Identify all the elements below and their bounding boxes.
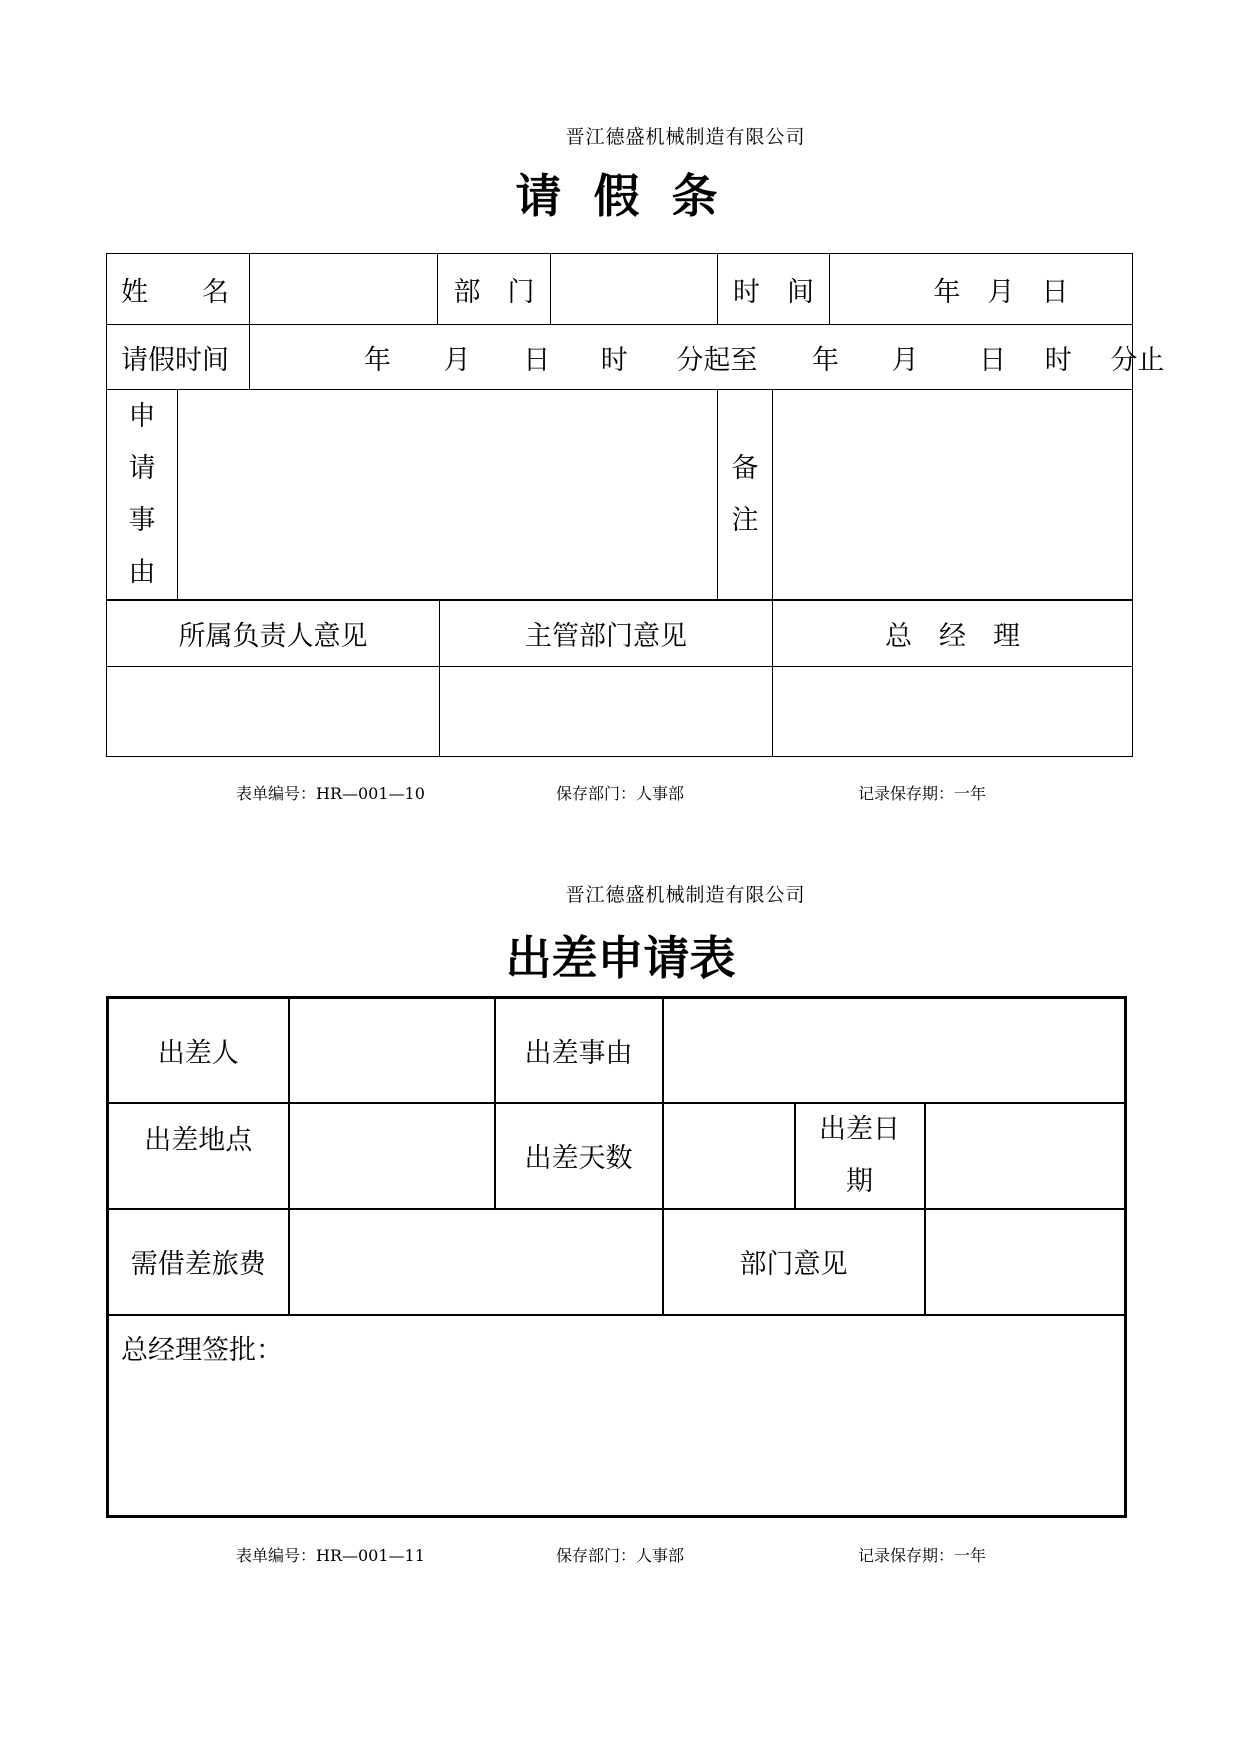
dept-opinion-label: 部门意见 (663, 1209, 925, 1315)
end-year-unit: 年 (811, 344, 839, 376)
location-field[interactable] (289, 1103, 495, 1209)
end-day-unit: 日 (979, 344, 1007, 376)
location-label: 出差地点 (108, 1103, 289, 1209)
end-hour-unit: 时 (1044, 344, 1072, 376)
days-label: 出差天数 (495, 1103, 663, 1209)
start-hour-unit: 时 (600, 344, 628, 376)
expense-label: 需借差旅费 (108, 1209, 289, 1315)
leave-company-name: 晋江德盛机械制造有限公司 (565, 126, 806, 148)
gm-approval-label: 总经理签批： (121, 1334, 283, 1366)
date-field[interactable]: 年 月 日 (830, 254, 1133, 325)
general-manager-field[interactable] (773, 667, 1133, 757)
time-label: 时 间 (718, 254, 830, 325)
reason-label: 申 请 事 由 (107, 390, 178, 600)
department-label: 部 门 (438, 254, 551, 325)
start-day-unit: 日 (523, 344, 551, 376)
trip-form-keeper: 保存部门：人事部 (556, 1546, 685, 1565)
dept-manager-opinion-field[interactable] (440, 667, 773, 757)
dept-manager-opinion-label: 主管部门意见 (440, 601, 773, 667)
trip-date-field[interactable] (925, 1103, 1126, 1209)
trip-reason-label: 出差事由 (495, 998, 663, 1103)
end-month-unit: 月 (891, 344, 919, 376)
trip-form-title: 出差申请表 (505, 931, 736, 985)
leave-period-field[interactable] (250, 325, 1165, 390)
leave-form-table (106, 253, 1165, 600)
remarks-label: 备 注 (718, 390, 773, 600)
general-manager-label: 总 经 理 (773, 601, 1133, 667)
remarks-field[interactable] (773, 390, 1133, 600)
trip-date-label: 出差日 期 (795, 1103, 925, 1209)
start-year-unit: 年 (364, 344, 391, 376)
name-label: 姓 名 (107, 254, 250, 325)
end-minute-unit: 分止 (1110, 344, 1165, 376)
leave-time-label: 请假时间 (107, 325, 250, 390)
leave-form-title: 请 假 条 (515, 169, 726, 223)
gm-approval-field[interactable] (108, 1315, 1126, 1517)
leave-approval-table (106, 600, 1133, 757)
trip-form-table (106, 996, 1127, 1518)
trip-form-retention: 记录保存期：一年 (858, 1546, 987, 1565)
trip-form-number: 表单编号：HR—001—11 (236, 1546, 425, 1565)
expense-field[interactable] (289, 1209, 663, 1315)
leave-form-retention: 记录保存期：一年 (858, 784, 987, 803)
days-field[interactable] (663, 1103, 795, 1209)
traveler-field[interactable] (289, 998, 495, 1103)
trip-reason-field[interactable] (663, 998, 1126, 1103)
dept-opinion-field[interactable] (925, 1209, 1126, 1315)
name-field[interactable] (250, 254, 438, 325)
start-month-unit: 月 (443, 344, 471, 376)
supervisor-opinion-label: 所属负责人意见 (107, 601, 440, 667)
supervisor-opinion-field[interactable] (107, 667, 440, 757)
traveler-label: 出差人 (108, 998, 289, 1103)
reason-field[interactable] (178, 390, 718, 600)
leave-form-keeper: 保存部门：人事部 (556, 784, 685, 803)
trip-company-name: 晋江德盛机械制造有限公司 (565, 884, 806, 906)
leave-form-number: 表单编号：HR—001—10 (236, 784, 425, 803)
department-field[interactable] (551, 254, 718, 325)
start-minute-unit: 分起至 (676, 344, 758, 376)
